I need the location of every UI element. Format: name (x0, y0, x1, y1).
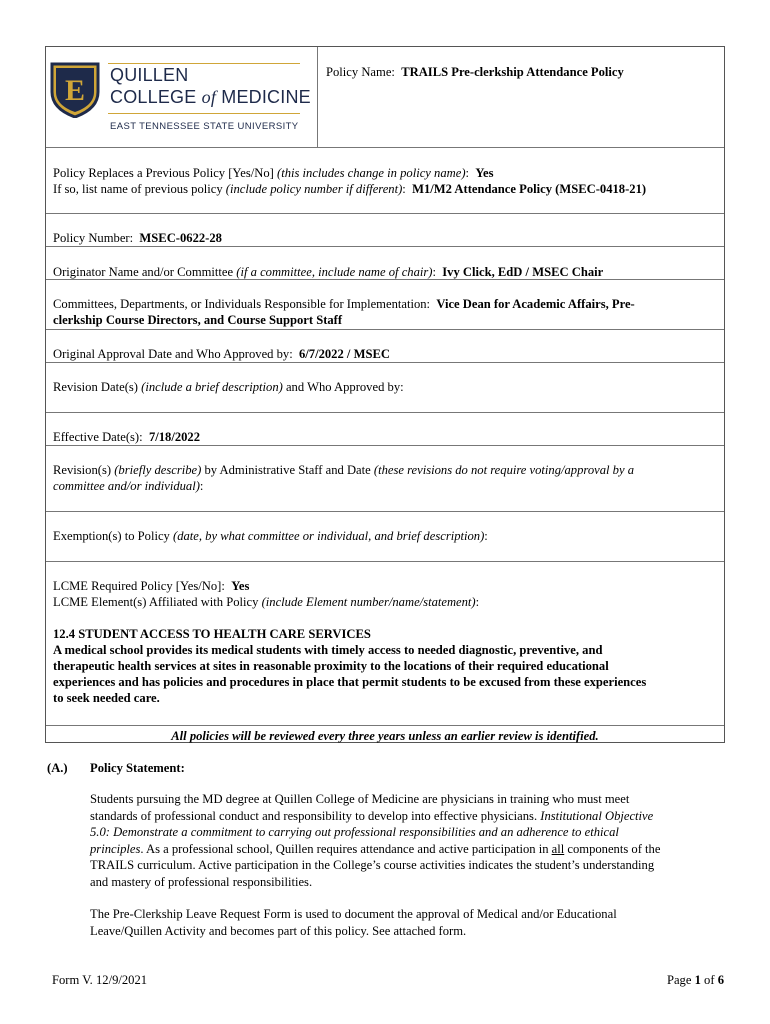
logo-university: EAST TENNESSEE STATE UNIVERSITY (110, 121, 299, 132)
policy-statement-paragraph: Students pursuing the MD degree at Quillen College of Medicine are physicians in training who must meet standards of professional conduct and responsibility to develop into effective physicians. Institutional Objective 5.0: Demonstrate a commitment to carrying out professional responsibilities and an adherence to ethical principles. As a professional school, Quillen requires attendance and active participation in all components of the TRAILS curriculum. Active participation in the College’s course activities indicates the student’s understanding and mastery of professional responsibilities. (90, 792, 661, 889)
footer-form-version: Form V. 12/9/2021 (52, 973, 148, 987)
college-logo (46, 47, 318, 147)
policy-name-value: TRAILS Pre-clerkship Attendance Policy (401, 65, 624, 79)
originator-row: Originator Name and/or Committee (if a committee, include name of chair): Ivy Click, EdD / MSEC Chair (46, 246, 724, 279)
lcme-row: LCME Required Policy [Yes/No]: Yes LCME Element(s) Affiliated with Policy (include Element number/name/statement): 12.4 STUDENT ACCESS TO HEALTH CARE SERVICES A medical school provides its medical students with timely access to needed diagnostic, preventive, and therapeutic health services at sites in reasonable proximity to the locations of their required educational experiences and has policies and procedures in place that permit students to be excused from these experiences to seek needed care. (46, 561, 724, 725)
responsible-row: Committees, Departments, or Individuals Responsible for Implementation: Vice Dean for Academic Affairs, Pre- clerkship Course Directors, and Course Support Staff (46, 279, 724, 329)
leave-form-paragraph: The Pre-Clerkship Leave Request Form is used to document the approval of Medical and/or Educational Leave/Quillen Activity and becomes part of this policy. See attached form. (90, 907, 617, 938)
logo-line-1: QUILLEN (110, 65, 189, 85)
policy-header-table (45, 46, 725, 743)
lcme-element-title: 12.4 STUDENT ACCESS TO HEALTH CARE SERVICES (53, 627, 371, 641)
logo-line-2: COLLEGE of MEDICINE (110, 87, 311, 107)
policy-number-row: Policy Number: MSEC-0622-28 (46, 213, 724, 246)
section-title: Policy Statement: (90, 761, 185, 775)
shield-emblem-icon (50, 62, 100, 118)
exemptions-row: Exemption(s) to Policy (date, by what committee or individual, and brief description): (46, 511, 724, 561)
revision-dates-row: Revision Date(s) (include a brief description) and Who Approved by: (46, 362, 724, 412)
logo-rule-bottom (108, 113, 300, 114)
logo-wordmark (110, 64, 311, 108)
section-label: (A.) (47, 761, 68, 775)
emblem-letter: E (64, 74, 86, 107)
effective-row: Effective Date(s): 7/18/2022 (46, 412, 724, 445)
lcme-element-statement: A medical school provides its medical students with timely access to needed diagnostic, preventive, and therapeutic health services at sites in reasonable proximity to the locations of their required educational experiences and has policies and procedures in place that permit students to be excused from these experiences to seek needed care. (53, 643, 647, 705)
approval-row: Original Approval Date and Who Approved by: 6/7/2022 / MSEC (46, 329, 724, 362)
footer-page-number: Page 1 of 6 (666, 973, 724, 987)
header-row (46, 47, 724, 147)
revisions-row: Revision(s) (briefly describe) by Administrative Staff and Date (these revisions do not require voting/approval by a committee and/or individual): (46, 445, 724, 511)
replaces-row: Policy Replaces a Previous Policy [Yes/No] (this includes change in policy name): Yes If so, list name of previous policy (include policy number if different): M1/M2 Attendance Policy (MSEC-0418-21) (46, 147, 724, 213)
policy-name: Policy Name: TRAILS Pre-clerkship Attendance Policy (326, 65, 624, 79)
review-note: All policies will be reviewed every three years unless an earlier review is identified. (46, 725, 724, 742)
